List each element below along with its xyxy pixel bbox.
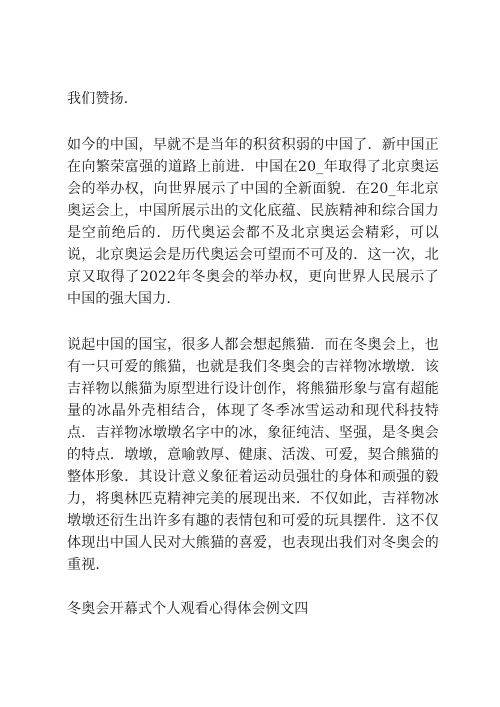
paragraph-intro: 我们赞扬.: [67, 91, 129, 107]
document-page: [67, 88, 439, 620]
paragraph-mascot-panda: 说起中国的国宝，很多人都会想起熊猫．而在冬奥会上，也有一只可爱的熊猫，也就是我们冬奥会的吉祥物冰墩墩．该吉祥物以熊猫为原型进行设计创作，将熊猫形象与富有超能量的冰晶外壳相结合，体现了冬季冰雪运动和现代科技特点．吉祥物冰墩墩名字中的冰，象征纯洁、坚强，是冬奥会的特点．墩墩，意喻敦厚、健康、活泼、可爱，契合熊猫的整体形象．其设计意义象征着运动员强壮的身体和顽强的毅力，将奥林匹克精神完美的展现出来．不仅如此，吉祥物冰墩墩还衍生出许多有趣的表情包和可爱的玩具摆件．这不仅体现出中国人民对大熊猫的喜爱，也表现出我们对冬奥会的重视.: [67, 337, 439, 573]
section-heading: 冬奥会开幕式个人观看心得体会例文四: [67, 601, 309, 617]
paragraph-modern-china: 如今的中国，早就不是当年的积贫积弱的中国了．新中国正在向繁荣富强的道路上前进．中国在20_年取得了北京奥运会的举办权，向世界展示了中国的全新面貌．在20_年北京奥运会上，中国所展示出的文化底蕴、民族精神和综合国力是空前绝后的．历代奥运会都不及北京奥运会精彩，可以说，北京奥运会是历代奥运会可望而不可及的．这一次，北京又取得了2022年冬奥会的举办权，更向世界人民展示了中国的强大国力.: [67, 137, 439, 307]
